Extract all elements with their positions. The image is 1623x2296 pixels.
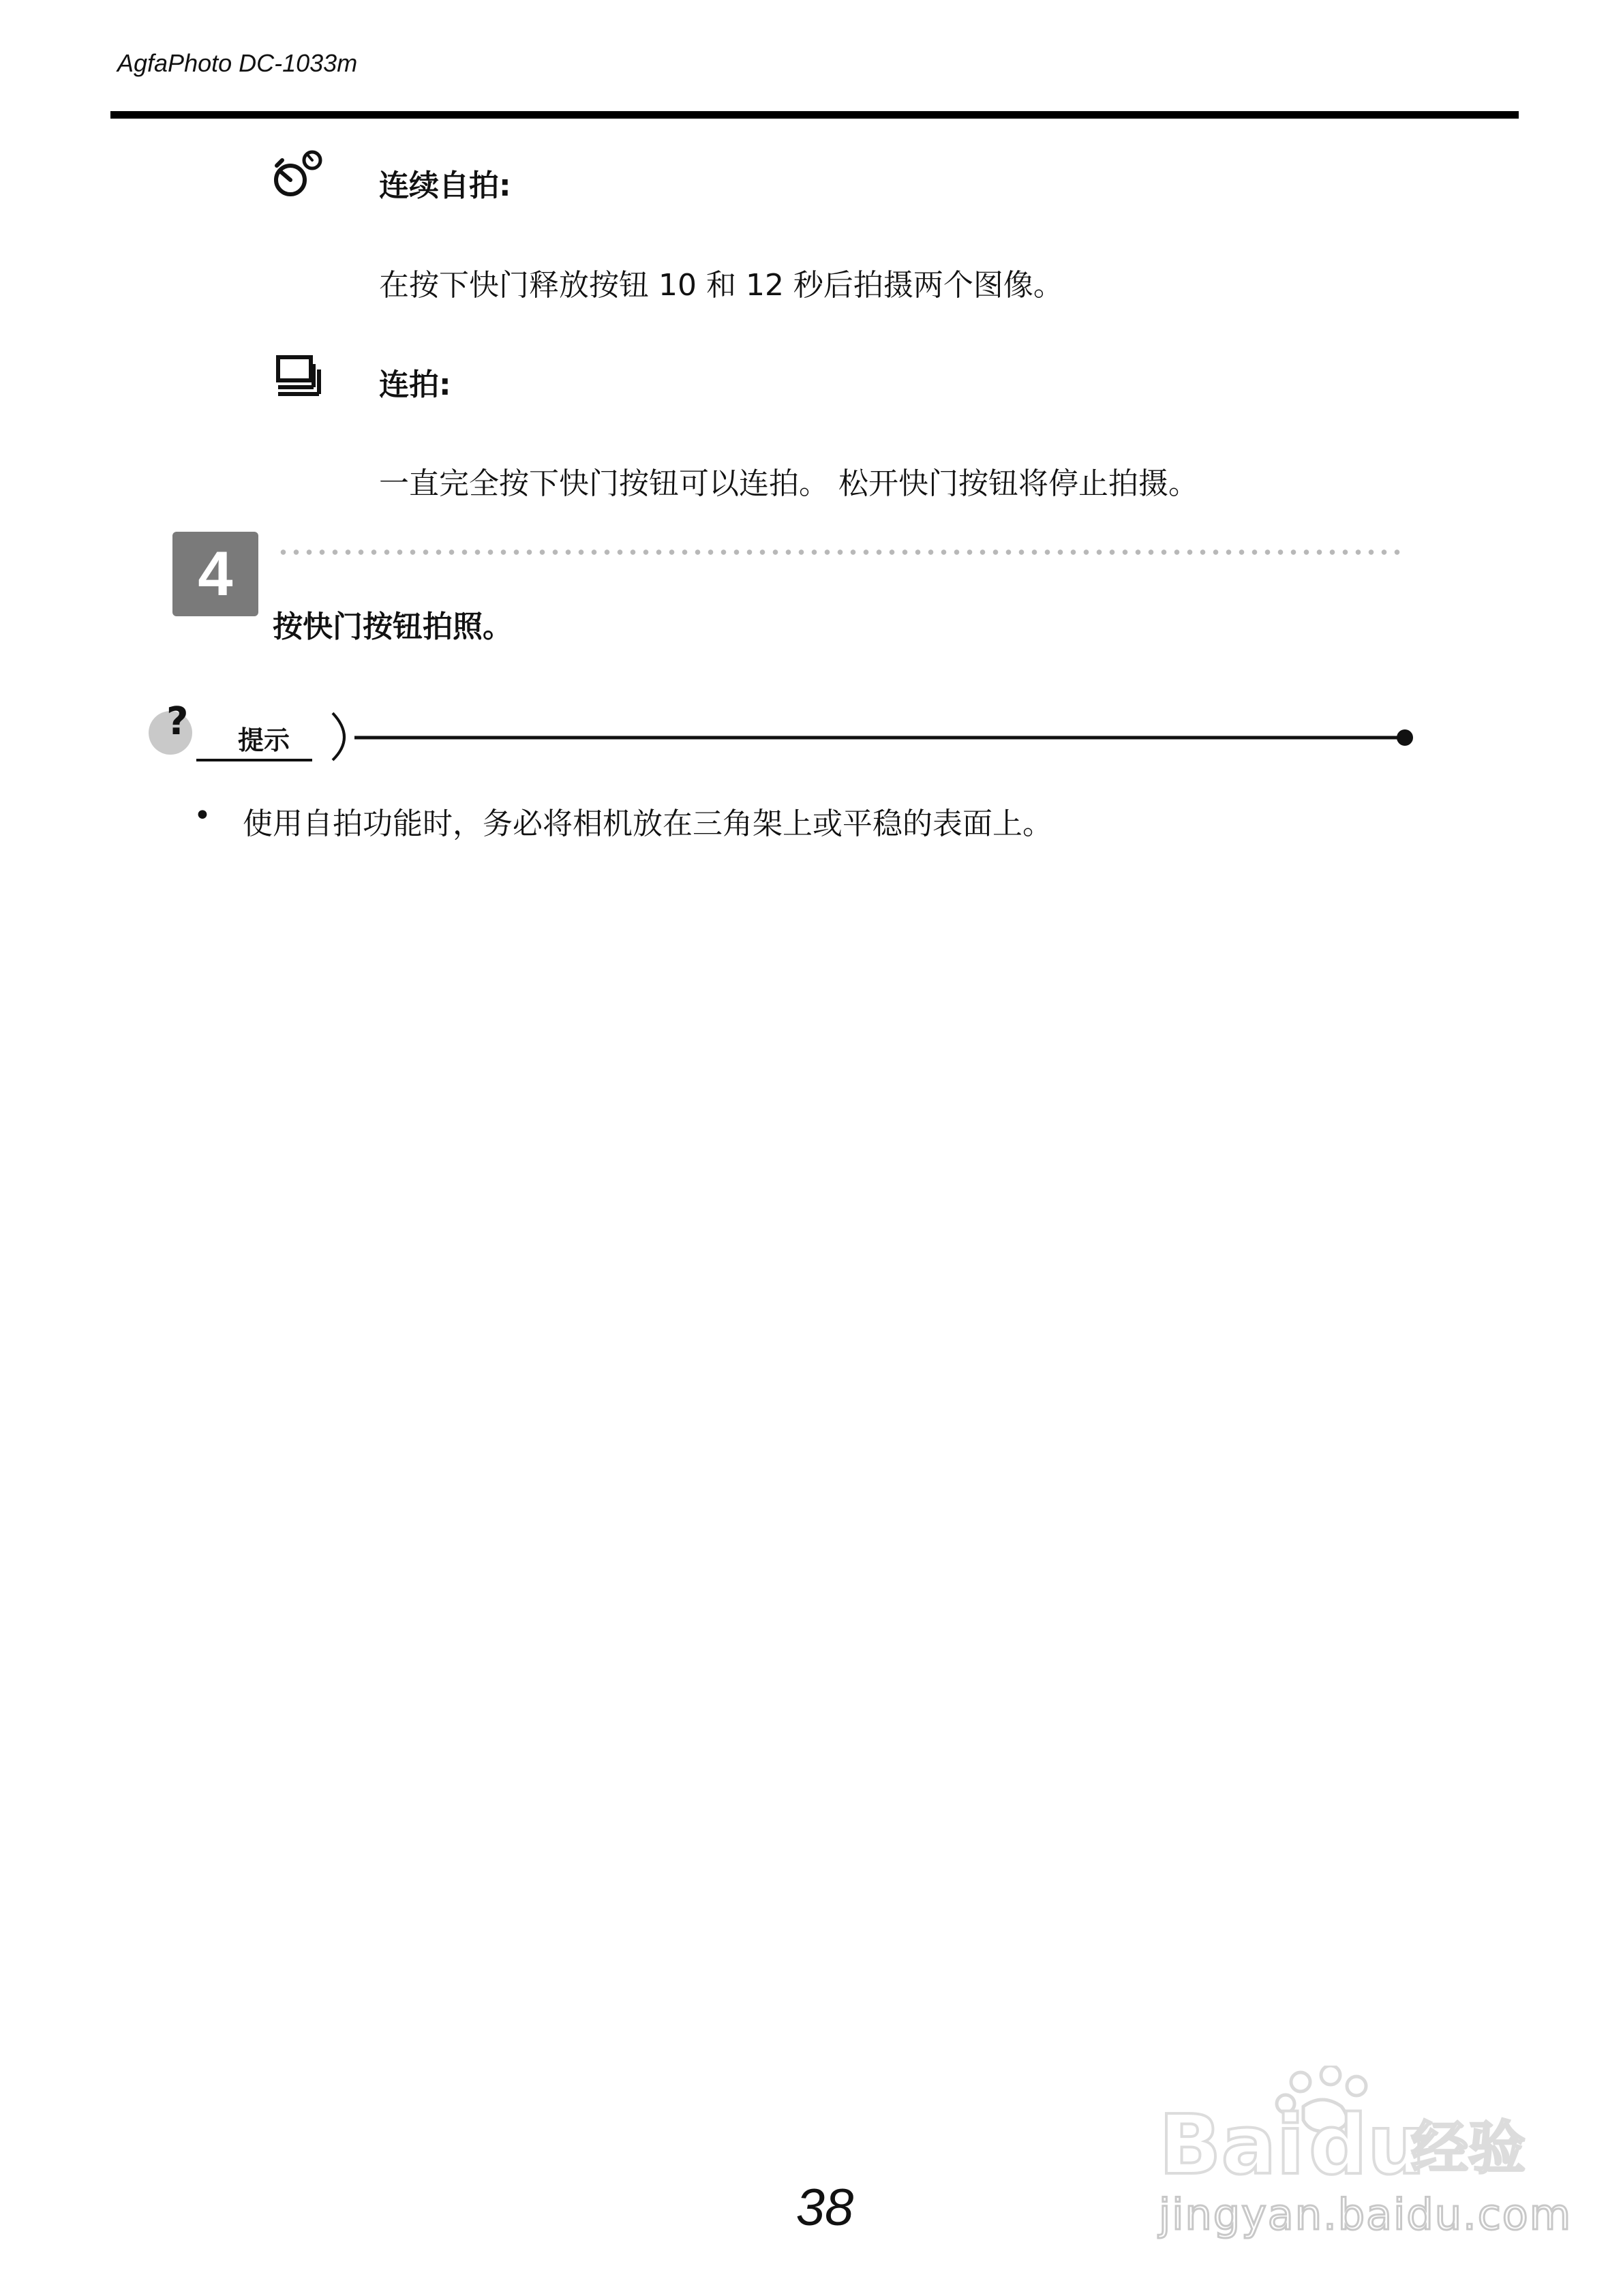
tip-header-line — [196, 709, 1423, 773]
mode-title-burst: 连拍: — [379, 367, 451, 402]
manual-header-title: AgfaPhoto DC-1033m — [117, 49, 358, 77]
svg-text:?: ? — [166, 699, 189, 744]
burst-mode-icon — [271, 349, 327, 405]
bullet-marker: • — [194, 798, 211, 833]
svg-text:Bai: Bai — [1159, 2098, 1305, 2188]
tip-item: 使用自拍功能时，务必将相机放在三角架上或平稳的表面上。 — [243, 806, 1052, 841]
mode-description-continuous-self-timer: 在按下快门释放按钮 10 和 12 秒后拍摄两个图像。 — [379, 268, 1063, 303]
double-self-timer-icon — [270, 147, 326, 202]
mode-title-continuous-self-timer: 连续自拍: — [379, 168, 511, 203]
mode-description-burst: 一直完全按下快门按钮可以连拍。 松开快门按钮将停止拍摄。 — [379, 466, 1198, 501]
step-dotted-divider — [277, 549, 1401, 555]
svg-text:du: du — [1309, 2098, 1426, 2188]
header-divider — [110, 111, 1519, 119]
step-number-badge: 4 — [172, 532, 258, 616]
step-instruction: 按快门按钮拍照。 — [273, 609, 513, 644]
svg-text:经验: 经验 — [1411, 2115, 1526, 2181]
baidu-jingyan-watermark-url: jingyan.baidu.com — [1159, 2190, 1573, 2239]
question-mark-icon — [145, 692, 195, 763]
baidu-jingyan-watermark-logo — [1152, 2066, 1534, 2188]
tip-label: 提示 — [238, 725, 290, 755]
page-number: 38 — [795, 2179, 854, 2237]
